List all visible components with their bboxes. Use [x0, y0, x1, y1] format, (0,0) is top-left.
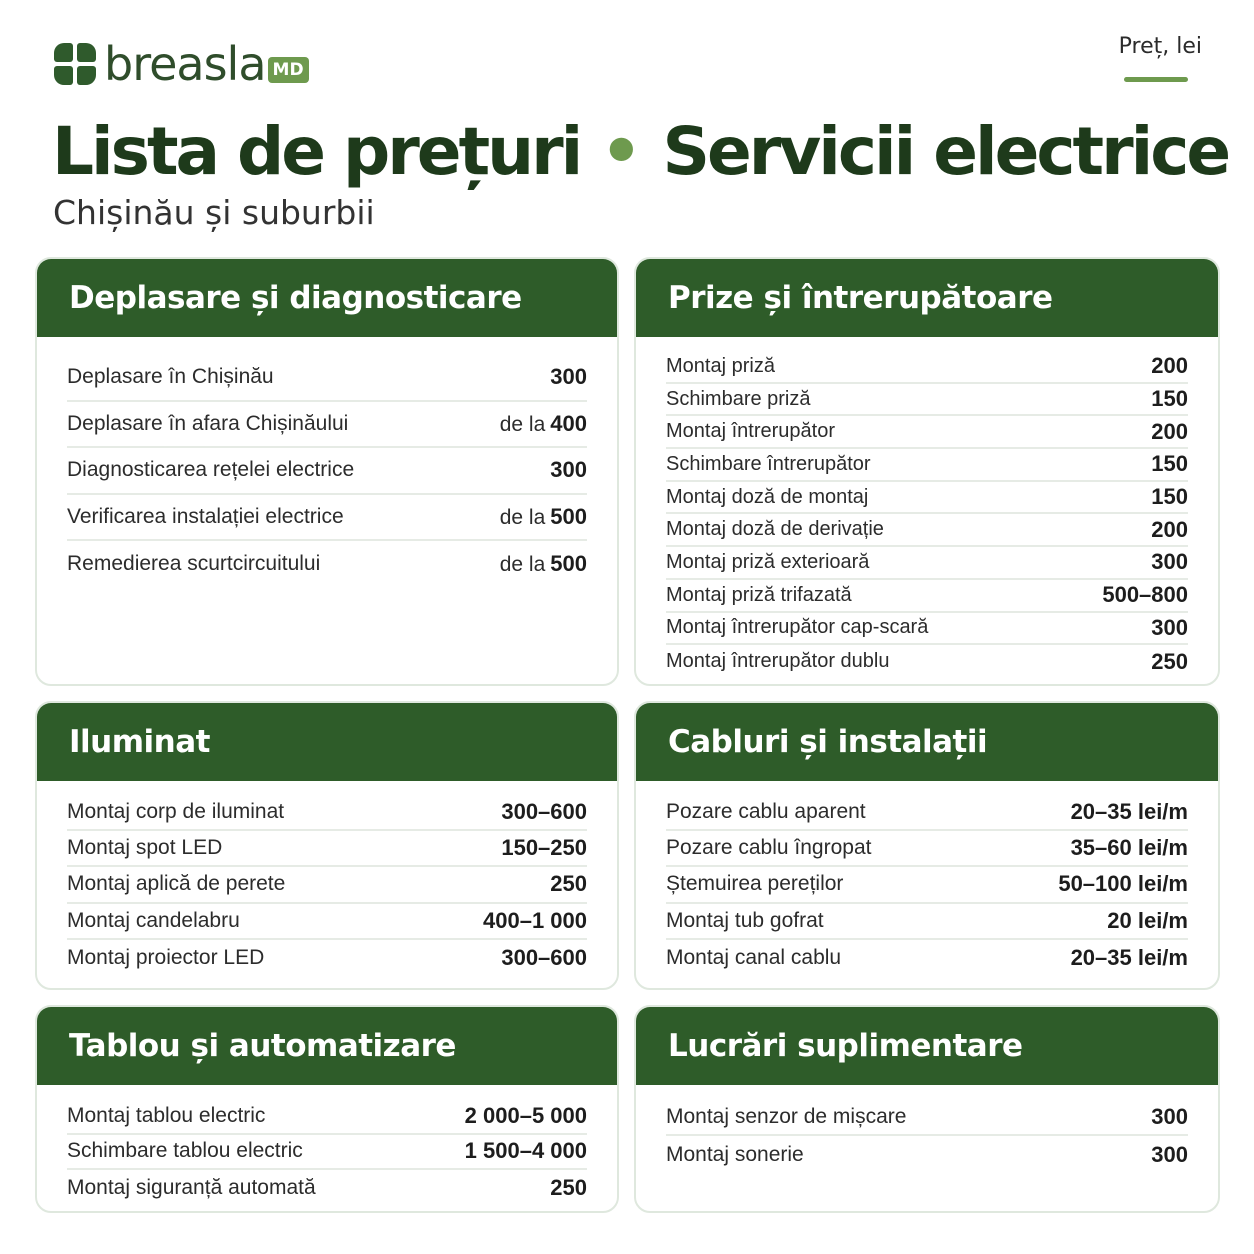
- service-name: Schimbare tablou electric: [67, 1139, 303, 1163]
- price-row: [67, 831, 587, 867]
- price-value: 300: [1151, 1103, 1188, 1129]
- page-subtitle: Chișinău și suburbii: [53, 193, 375, 232]
- price-value: 300: [550, 364, 587, 390]
- service-name: Remedierea scurtcircuitului: [67, 552, 321, 576]
- service-price: [1107, 908, 1188, 934]
- service-price: [501, 945, 587, 971]
- price-value: 35–60 lei/m: [1070, 835, 1188, 861]
- price-row: [666, 1099, 1188, 1136]
- service-name: Montaj tablou electric: [67, 1103, 266, 1127]
- section-header: [37, 1007, 617, 1085]
- service-name: Montaj aplică de perete: [67, 872, 286, 896]
- service-name: Montaj priză trifazată: [666, 583, 852, 606]
- price-value: 300: [1151, 549, 1188, 575]
- price-row: [666, 795, 1188, 831]
- price-value: 500: [550, 551, 587, 577]
- service-name: Montaj priză: [666, 354, 775, 377]
- service-name: Montaj întrerupător: [666, 420, 835, 443]
- price-list: [37, 337, 617, 588]
- service-price: [1151, 615, 1188, 641]
- price-value: 2 000–5 000: [464, 1102, 587, 1128]
- title-part-2: Servicii electrice: [662, 113, 1229, 190]
- brand-name: breasla: [104, 37, 266, 91]
- service-name: Deplasare în Chișinău: [67, 365, 274, 389]
- price-value: 200: [1151, 418, 1188, 444]
- price-value: 200: [1151, 516, 1188, 542]
- price-value: 20–35 lei/m: [1070, 799, 1188, 825]
- price-value: 500–800: [1102, 582, 1188, 608]
- section-title: Cabluri și instalații: [668, 724, 988, 760]
- brand-badge: MD: [268, 57, 309, 83]
- service-price: [500, 411, 587, 437]
- price-list: [636, 781, 1218, 976]
- price-value: 300–600: [501, 944, 587, 970]
- service-price: [1151, 419, 1188, 445]
- price-prefix: de la: [499, 553, 546, 577]
- service-name: Montaj întrerupător cap-scară: [666, 616, 929, 639]
- service-name: Diagnosticarea rețelei electrice: [67, 458, 355, 482]
- price-value: 150: [1151, 386, 1188, 412]
- price-value: 300: [1151, 1141, 1188, 1167]
- price-list: [636, 1085, 1218, 1173]
- price-list: [636, 337, 1218, 678]
- service-price: [1071, 835, 1188, 861]
- section-card-tablou: [35, 1005, 619, 1213]
- section-title: Iluminat: [69, 724, 210, 760]
- service-name: Montaj canal cablu: [666, 945, 842, 969]
- service-price: [1151, 353, 1188, 379]
- service-name: Verificarea instalației electrice: [67, 504, 344, 528]
- price-unit-label: Preț, lei: [1118, 34, 1202, 59]
- price-row: [666, 904, 1188, 940]
- price-value: 250: [1151, 648, 1188, 674]
- price-row: [67, 904, 587, 940]
- service-price: [1151, 649, 1188, 675]
- service-price: [550, 1175, 587, 1201]
- service-name: Pozare cablu aparent: [666, 800, 866, 824]
- service-name: Montaj senzor de mișcare: [666, 1104, 907, 1128]
- brand-logo: [54, 37, 309, 91]
- price-row: [666, 645, 1188, 678]
- service-price: [1071, 945, 1188, 971]
- price-row: [67, 402, 587, 449]
- section-card-prize: [634, 257, 1220, 686]
- price-row: [666, 514, 1188, 547]
- price-row: [666, 449, 1188, 482]
- price-row: [666, 416, 1188, 449]
- section-title: Prize și întrerupătoare: [668, 280, 1053, 316]
- price-row: [666, 831, 1188, 867]
- service-name: Pozare cablu îngropat: [666, 836, 872, 860]
- price-row: [666, 867, 1188, 903]
- price-value: 200: [1151, 353, 1188, 379]
- section-header: [37, 703, 617, 781]
- section-title: Tablou și automatizare: [69, 1028, 456, 1064]
- price-value: 1 500–4 000: [464, 1138, 587, 1164]
- price-value: 150: [1151, 484, 1188, 510]
- title-separator: •: [600, 113, 643, 190]
- service-name: Schimbare priză: [666, 387, 811, 410]
- price-value: 300–600: [501, 799, 587, 825]
- title-part-1: Lista de prețuri: [52, 113, 581, 190]
- price-row: [666, 351, 1188, 384]
- section-card-iluminat: [35, 701, 619, 990]
- price-row: [666, 580, 1188, 613]
- section-title: Lucrări suplimentare: [668, 1028, 1023, 1064]
- service-name: Montaj priză exterioară: [666, 550, 870, 573]
- price-row: [67, 448, 587, 495]
- service-price: [1151, 451, 1188, 477]
- price-value: 400: [550, 410, 587, 436]
- service-name: Montaj doză de derivație: [666, 518, 884, 541]
- service-price: [500, 504, 587, 530]
- price-row: [666, 1136, 1188, 1173]
- service-price: [500, 551, 587, 577]
- price-value: 20 lei/m: [1107, 907, 1188, 933]
- price-row: [67, 867, 587, 903]
- service-price: [1071, 799, 1188, 825]
- service-price: [1151, 484, 1188, 510]
- price-row: [666, 940, 1188, 976]
- service-price: [1151, 386, 1188, 412]
- price-value: 500: [550, 503, 587, 529]
- service-name: Montaj corp de iluminat: [67, 800, 285, 824]
- price-row: [666, 482, 1188, 515]
- price-row: [67, 940, 587, 976]
- section-header: [636, 1007, 1218, 1085]
- section-header: [37, 259, 617, 337]
- service-name: Montaj tub gofrat: [666, 908, 824, 932]
- service-price: [550, 364, 587, 390]
- service-price: [1151, 1142, 1188, 1168]
- section-header: [636, 259, 1218, 337]
- service-price: [1058, 871, 1188, 897]
- price-row: [67, 1099, 587, 1135]
- price-value: 20–35 lei/m: [1070, 944, 1188, 970]
- logo-mark-icon: [54, 43, 96, 85]
- price-value: 50–100 lei/m: [1058, 871, 1188, 897]
- section-title: Deplasare și diagnosticare: [69, 280, 522, 316]
- price-value: 150: [1151, 451, 1188, 477]
- service-name: Montaj proiector LED: [67, 945, 265, 969]
- price-unit-note: [1119, 34, 1202, 82]
- service-name: Montaj spot LED: [67, 836, 223, 860]
- service-price: [550, 457, 587, 483]
- section-card-cabluri: [634, 701, 1220, 990]
- service-price: [1151, 1104, 1188, 1130]
- price-prefix: de la: [499, 505, 546, 529]
- price-value: 300: [550, 457, 587, 483]
- price-row: [666, 384, 1188, 417]
- service-price: [483, 908, 587, 934]
- price-list: [37, 781, 617, 976]
- price-row: [666, 547, 1188, 580]
- service-price: [550, 871, 587, 897]
- price-value: 400–1 000: [483, 907, 587, 933]
- section-card-deplasare: [35, 257, 619, 686]
- service-name: Montaj candelabru: [67, 908, 240, 932]
- price-row: [67, 355, 587, 402]
- service-name: Ștemuirea pereților: [666, 872, 844, 896]
- price-value: 250: [550, 1174, 587, 1200]
- service-name: Montaj doză de montaj: [666, 485, 869, 508]
- price-prefix: de la: [499, 412, 546, 436]
- service-name: Deplasare în afara Chișinăului: [67, 411, 349, 435]
- service-price: [1151, 517, 1188, 543]
- service-price: [465, 1103, 587, 1129]
- service-price: [465, 1138, 587, 1164]
- price-row: [67, 795, 587, 831]
- service-name: Montaj siguranță automată: [67, 1175, 316, 1199]
- service-price: [501, 799, 587, 825]
- price-value: 300: [1151, 614, 1188, 640]
- price-row: [67, 541, 587, 588]
- price-row: [666, 613, 1188, 646]
- service-name: Montaj sonerie: [666, 1142, 804, 1166]
- accent-underline: [1124, 77, 1188, 82]
- price-list: [37, 1085, 617, 1206]
- service-name: Montaj întrerupător dublu: [666, 650, 890, 673]
- service-name: Schimbare întrerupător: [666, 452, 871, 475]
- section-card-lucrari: [634, 1005, 1220, 1213]
- service-price: [1102, 582, 1188, 608]
- price-value: 150–250: [501, 835, 587, 861]
- price-row: [67, 1135, 587, 1171]
- service-price: [501, 835, 587, 861]
- price-row: [67, 1170, 587, 1206]
- section-header: [636, 703, 1218, 781]
- price-value: 250: [550, 871, 587, 897]
- price-row: [67, 495, 587, 542]
- service-price: [1151, 549, 1188, 575]
- page-title: [52, 108, 1229, 196]
